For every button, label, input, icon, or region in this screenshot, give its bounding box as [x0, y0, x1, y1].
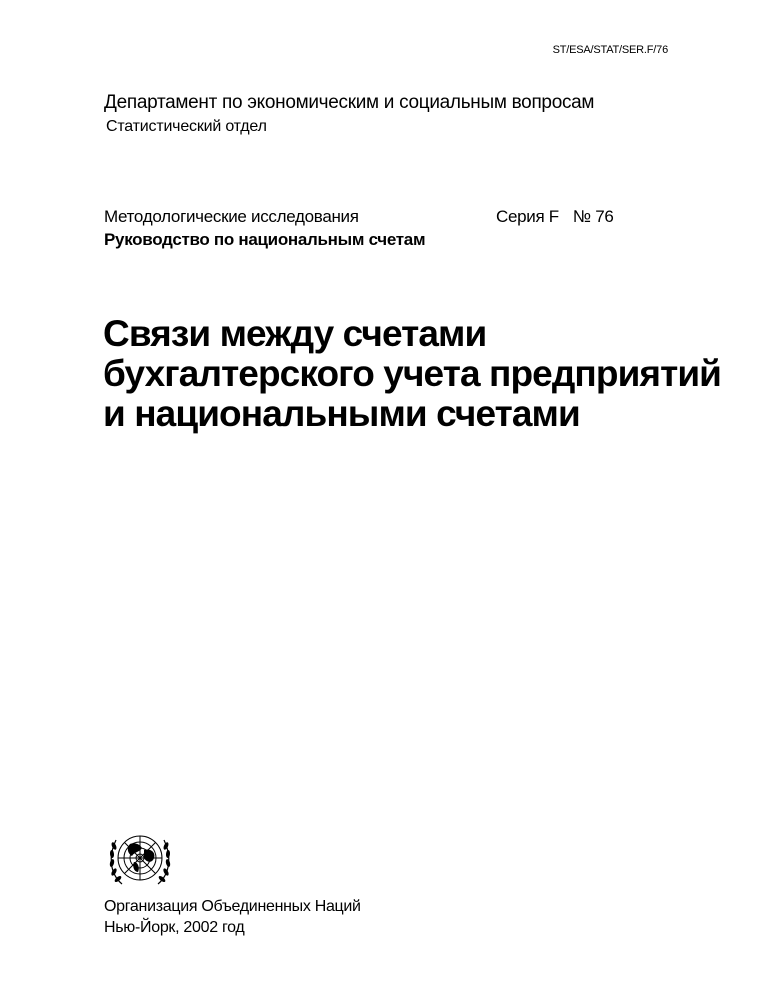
place-year: Нью-Йорк, 2002 год	[104, 919, 245, 936]
handbook-label: Руководство по национальным счетам	[104, 230, 426, 249]
department-name: Департамент по экономическим и социальным вопросам	[104, 92, 595, 113]
series-info	[496, 207, 614, 227]
title-line-2: бухгалтерского учета предприятий	[103, 353, 722, 394]
un-emblem-icon	[104, 822, 176, 894]
title-line-3: и национальными счетами	[103, 393, 580, 434]
division-name: Статистический отдел	[106, 118, 267, 135]
series-label: Серия F	[496, 207, 559, 226]
title-line-1: Связи между счетами	[103, 313, 487, 354]
series-number: № 76	[572, 207, 614, 226]
document-title	[103, 314, 723, 434]
studies-label: Методологические исследования	[104, 207, 359, 226]
document-symbol: ST/ESA/STAT/SER.F/76	[552, 44, 668, 56]
organization-name: Организация Объединенных Наций	[104, 898, 361, 915]
